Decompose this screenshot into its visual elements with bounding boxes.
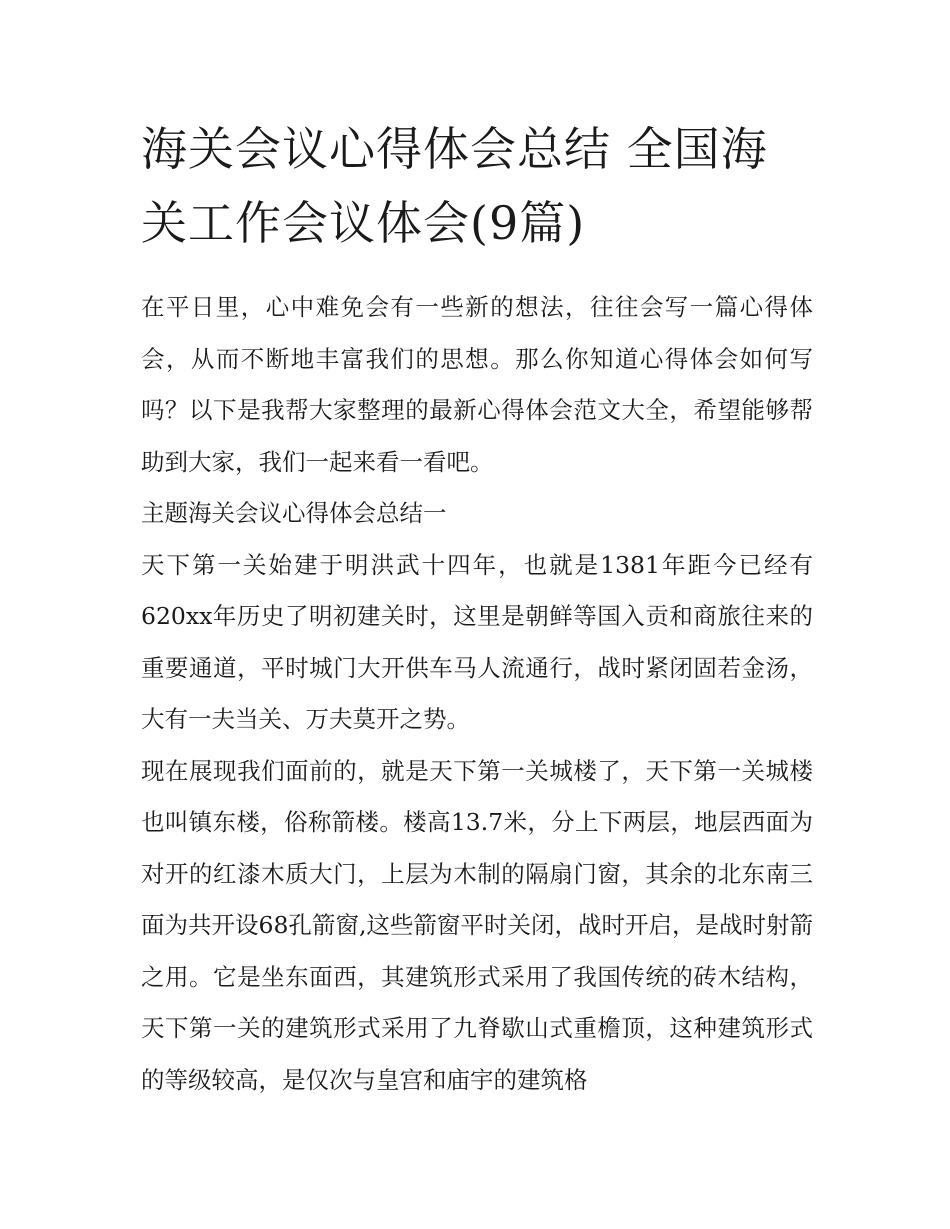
intro-paragraph: 在平日里，心中难免会有一些新的想法，往往会写一篇心得体会，从而不断地丰富我们的思想。那么你知道心得体会如何写吗？以下是我帮大家整理的最新心得体会范文大全，希望能够帮助到大家，我们一起来看一看吧。 bbox=[141, 293, 813, 476]
body-paragraph-1: 天下第一关始建于明洪武十四年，也就是1381年距今已经有620xx年历史了明初建关时，这里是朝鲜等国入贡和商旅往来的重要通道，平时城门大开供车马人流通行，战时紧闭固若金汤，大有一夫当关、万夫莫开之势。 bbox=[141, 550, 813, 733]
body-paragraph-2: 现在展现我们面前的，就是天下第一关城楼了，天下第一关城楼也叫镇东楼，俗称箭楼。楼高13.7米，分上下两层，地层西面为对开的红漆木质大门，上层为木制的隔扇门窗，其余的北东南三面为共开设68孔箭窗,这些箭窗平时关闭，战时开启，是战时射箭之用。它是坐东面西，其建筑形式采用了我国传统的砖木结构，天下第一关的建筑形式采用了九脊歇山式重檐顶，这种建筑形式的等级较高，是仅次与皇宫和庙宇的建筑格 bbox=[141, 756, 813, 1094]
document-title: 海关会议心得体会总结 全国海关工作会议体会(9篇) bbox=[141, 122, 768, 250]
section-heading: 主题海关会议心得体会总结一 bbox=[141, 499, 447, 527]
document-page bbox=[141, 112, 813, 1106]
